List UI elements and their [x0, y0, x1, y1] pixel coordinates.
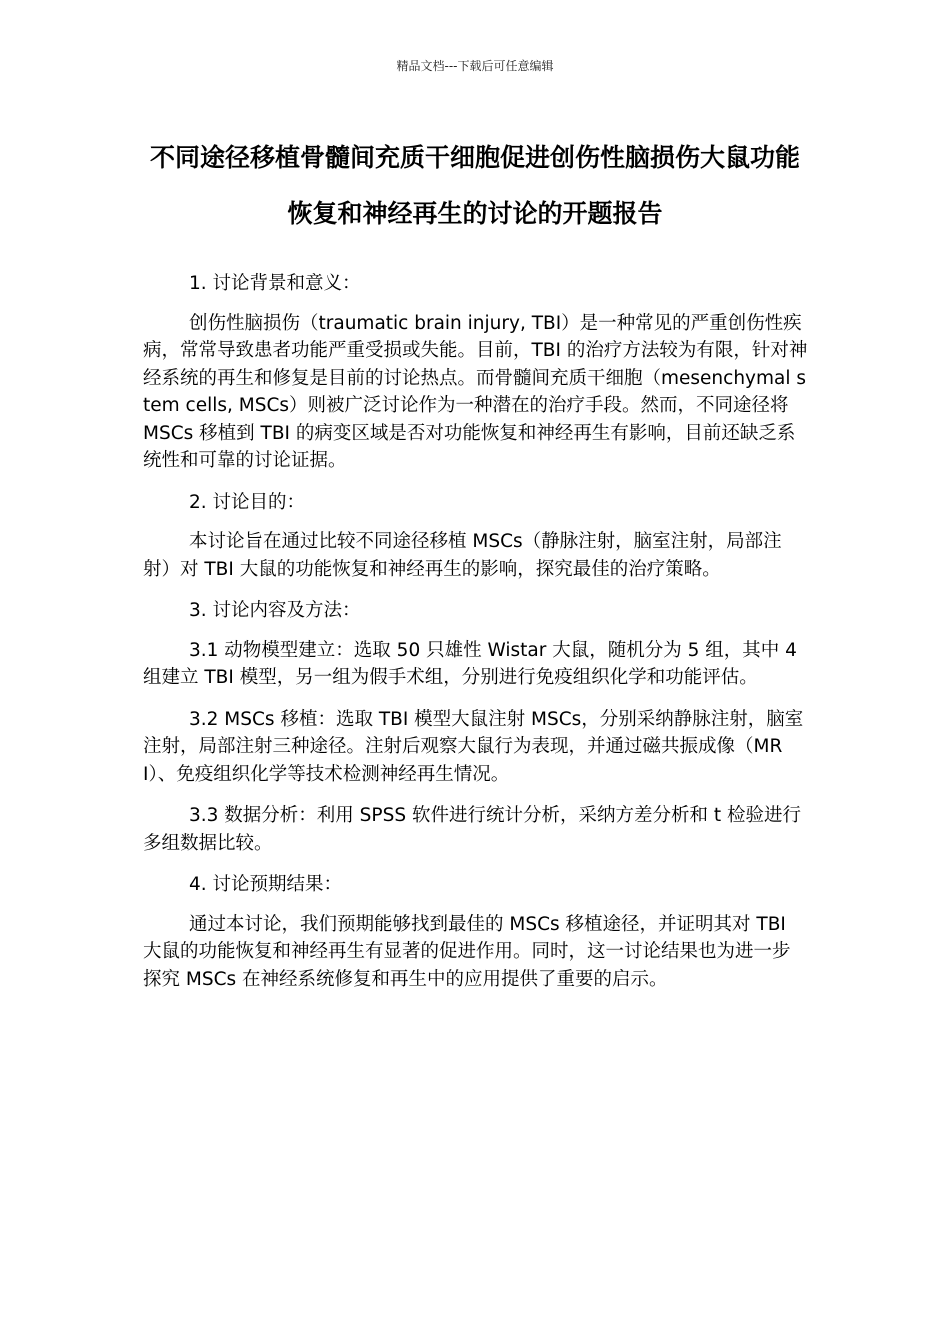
- section-3-1-paragraph: 3.1 动物模型建立：选取 50 只雄性 Wistar 大鼠，随机分为 5 组，其中 4 组建立 TBI 模型，另一组为假手术组，分别进行免疫组织化学和功能评估。: [143, 639, 797, 688]
- section-3-heading: 3. 讨论内容及方法：: [189, 600, 361, 621]
- document-body: [143, 270, 808, 1007]
- section-2-heading: 2. 讨论目的：: [189, 491, 306, 513]
- header-note: 精品文档---下载后可任意编辑: [396, 59, 554, 73]
- section-3-3-paragraph: 3.3 数据分析：利用 SPSS 软件进行统计分析，采纳方差分析和 t 检验进行多组数据比较。: [143, 805, 801, 854]
- document-title: 不同途径移植骨髓间充质干细胞促进创伤性脑损伤大鼠功能恢复和神经再生的讨论的开题报告: [149, 143, 800, 228]
- section-1-paragraph: 创伤性脑损伤（traumatic brain injury, TBI）是一种常见的严重创伤性疾病，常常导致患者功能严重受损或失能。目前，TBI 的治疗方法较为有限，针对神经系统的再生和修复是目前的讨论热点。而骨髓间充质干细胞（mesenchymal stem cells, MSCs）则被广泛讨论作为一种潜在的治疗手段。然而，不同途径将 MSCs 移植到 TBI 的病变区域是否对功能恢复和神经再生有影响，目前还缺乏系统性和可靠的讨论证据。: [143, 312, 808, 471]
- section-4-heading: 4. 讨论预期结果：: [189, 874, 343, 895]
- section-1-heading: 1. 讨论背景和意义：: [189, 273, 361, 294]
- section-2-paragraph: 本讨论旨在通过比较不同途径移植 MSCs（静脉注射，脑室注射，局部注射）对 TBI 大鼠的功能恢复和神经再生的影响，探究最佳的治疗策略。: [143, 531, 782, 580]
- section-4-paragraph: 通过本讨论，我们预期能够找到最佳的 MSCs 移植途径，并证明其对 TBI 大鼠的功能恢复和神经再生有显著的促进作用。同时，这一讨论结果也为进一步探究 MSCs 在神经系统修复和再生中的应用提供了重要的启示。: [143, 913, 791, 990]
- section-3-2-paragraph: 3.2 MSCs 移植：选取 TBI 模型大鼠注射 MSCs，分别采纳静脉注射，脑室注射，局部注射三种途径。注射后观察大鼠行为表现，并通过磁共振成像（MRI）、免疫组织化学等技术检测神经再生情况。: [143, 708, 804, 785]
